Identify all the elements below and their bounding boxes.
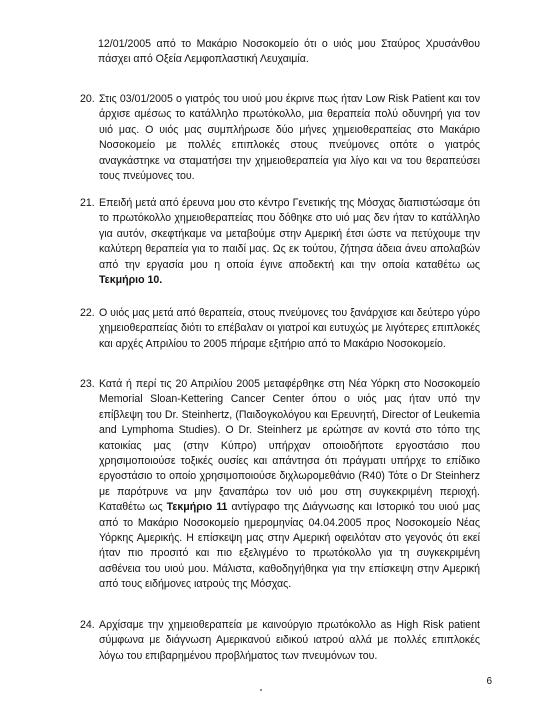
intro-text: 12/01/2005 από το Μακάριο Νοσοκομείο ότι ο υιός μου Σταύρος Χρυσάνθου πάσχει από Οξεία Λεμφοπλαστική Λευχαιμία.	[98, 38, 480, 66]
item-number: 22.	[80, 307, 95, 319]
list-item-21	[80, 196, 480, 288]
scan-speck	[260, 689, 262, 691]
list-item-23	[80, 377, 480, 593]
item-number: 23.	[80, 378, 95, 390]
item-text: Ο υιός μας μετά από θεραπεία, στους πνεύμονες του ξανάρχισε και δεύτερο γύρο χημειοθεραπείας διότι το επέβαλαν οι γιατροί και ευτυχώς με λιγότερες επιπλοκές και αρχές Απριλίου το 2005 πήραμε εξιτήριο από το Μακάριο Νοσοκομείο.	[99, 307, 480, 350]
page-number: 6	[486, 676, 492, 687]
item-text: Επειδή μετά από έρευνα μου στο κέντρο Γενετικής της Μόσχας διαπιστώσαμε ότι το πρωτόκολλο χημειοθεραπείας που δόθηκε στο υιό μας δεν ήταν το κατάλληλο για αυτόν, σκεφτήκαμε να μεταβούμε στην Αμερική έτσι ώστε να πετύχουμε την καλύτερη θεραπεία για το παιδί μας. Ως εκ τούτου, ζήτησα άδεια άνευ απολαβών από την εργασία μου η οποία έγινε αποδεκτή και την οποία καταθέτω ως Τεκμήριο 10.	[99, 197, 480, 287]
exhibit-reference: Τεκμήριο 11	[166, 501, 228, 514]
item-text: Κατά ή περί τις 20 Απριλίου 2005 μεταφέρθηκε στη Νέα Υόρκη στο Νοσοκομείο Memorial Sloan-Kettering Cancer Center όπου ο υιός μας ήταν υπό την επίβλεψη του Dr. Steinhertz, (Παιδογκολόγου και Ερευνητή, Director of Leukemia and Lymphoma Studies). Ο Dr. Steinherz με ερώτησε αν κοντά στο τόπο της κατοικίας μας (στην Κύπρο) υπήρχαν οποιοδήποτε εργοστάσιο που χρησιμοποιούσε τοξικές ουσίες και απάντησα ότι πράγματι υπήρχε το επίδικο εργοστάσιο το οποίο χρησιμοποιούσε διχλωρομεθάνιο (R40) Τότε ο Dr Steinherz με παρότρυνε να μην ξαναπάρω τον υιό μου στη συγκεκριμένη περιοχή. Καταθέτω ως Τεκμήριο 11 αντίγραφο της Διάγνωσης και Ιστορικό του υιού μας από το Μακάριο Νοσοκομείο ημερομηνίας 04.04.2005 προς Νοσοκομείο Νέας Υόρκης Αμερικής. Η επίσκεψη μας στην Αμερική οφειλόταν στο γεγονός ότι εκεί ήταν πιο προσιτό και πιο εξελιγμένο το πρωτόκολλο για τη συγκεκριμένη ασθένεια του υιού μου. Μάλιστα, καθοδηγήθηκα για την επίσκεψη στην Αμερική από τους ειδήμονες ιατρούς της Μόσχας.	[99, 378, 480, 591]
item-number: 21.	[80, 197, 95, 209]
list-item-24	[80, 618, 480, 664]
item-text: Στις 03/01/2005 ο γιατρός του υιού μου έκρινε πως ήταν Low Risk Patient και τον άρχισε αμέσως το κατάλληλο πρωτόκολλο, μια θεραπεία πολύ οδυνηρή για τον υιό μας. Ο υιός μας συμπλήρωσε δύο μήνες χημειοθεραπείας στο Μακάριο Νοσοκομείο με πολλές επιπλοκές στους πνεύμονες οπότε ο γιατρός αναγκάστηκε να σταματήσει την χημειοθεραπεία για λίγο και να του θεραπεύσει τους πνεύμονες του.	[99, 93, 480, 183]
exhibit-reference: Τεκμήριο 10.	[99, 274, 163, 287]
item-text: Αρχίσαμε την χημειοθεραπεία με καινούργιο πρωτόκολλο as High Risk patient σύμφωνα με διάγνωση Αμερικανού ειδικού ιατρού αλλά με πολλές επιπλοκές λόγω του επιβαρημένου προβλήματος των πνευμόνων του.	[99, 619, 480, 662]
list-item-20	[80, 92, 480, 184]
intro-paragraph	[98, 37, 480, 68]
item-number: 20.	[80, 93, 95, 105]
item-number: 24.	[80, 619, 95, 631]
list-item-22	[80, 306, 480, 352]
